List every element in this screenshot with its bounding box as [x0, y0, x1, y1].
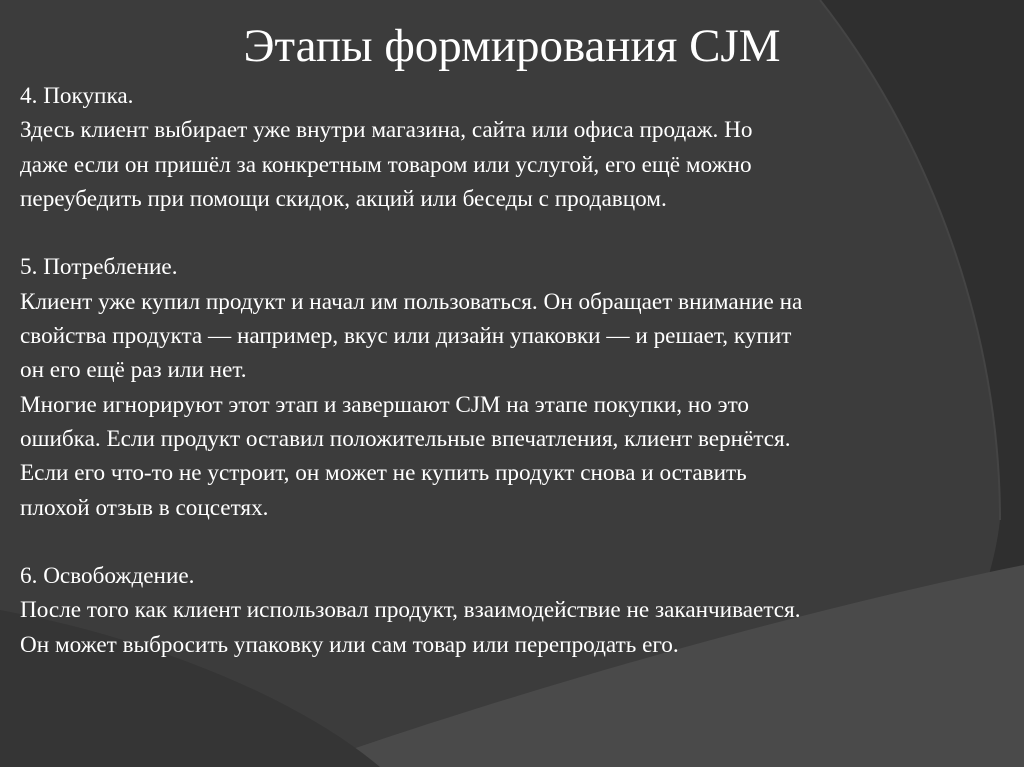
text-line: Многие игнорируют этот этап и завершают CJM на этапе покупки, но это	[20, 391, 750, 418]
text-line: Здесь клиент выбирает уже внутри магазина, сайта или офиса продаж. Но	[20, 117, 753, 144]
text-line: он его ещё раз или нет.	[20, 357, 247, 384]
section-heading-consumption: 5. Потребление.	[20, 254, 178, 281]
text-line: Клиент уже купил продукт и начал им пользоваться. Он обращает внимание на	[20, 288, 803, 315]
text-line: Если его что-то не устроит, он может не купить продукт снова и оставить	[20, 460, 747, 487]
text-line: Он может выбросить упаковку или сам товар или перепродать его.	[20, 631, 679, 658]
text-line: свойства продукта — например, вкус или дизайн упаковки — и решает, купит	[20, 323, 792, 350]
paragraph-gap	[20, 216, 1005, 250]
text-line: После того как клиент использовал продукт, взаимодействие не заканчивается.	[20, 597, 801, 624]
paragraph-gap	[20, 525, 1005, 559]
slide-content	[20, 79, 1005, 662]
section-heading-release: 6. Освобождение.	[20, 563, 195, 590]
text-line: даже если он пришёл за конкретным товаром или услугой, его ещё можно	[20, 151, 752, 178]
text-line: переубедить при помощи скидок, акций или беседы с продавцом.	[20, 185, 667, 212]
text-line: плохой отзыв в соцсетях.	[20, 494, 269, 521]
section-heading-purchase: 4. Покупка.	[20, 83, 134, 109]
text-line: ошибка. Если продукт оставил положительные впечатления, клиент вернётся.	[20, 425, 791, 452]
slide-title: Этапы формирования CJM	[243, 20, 781, 72]
